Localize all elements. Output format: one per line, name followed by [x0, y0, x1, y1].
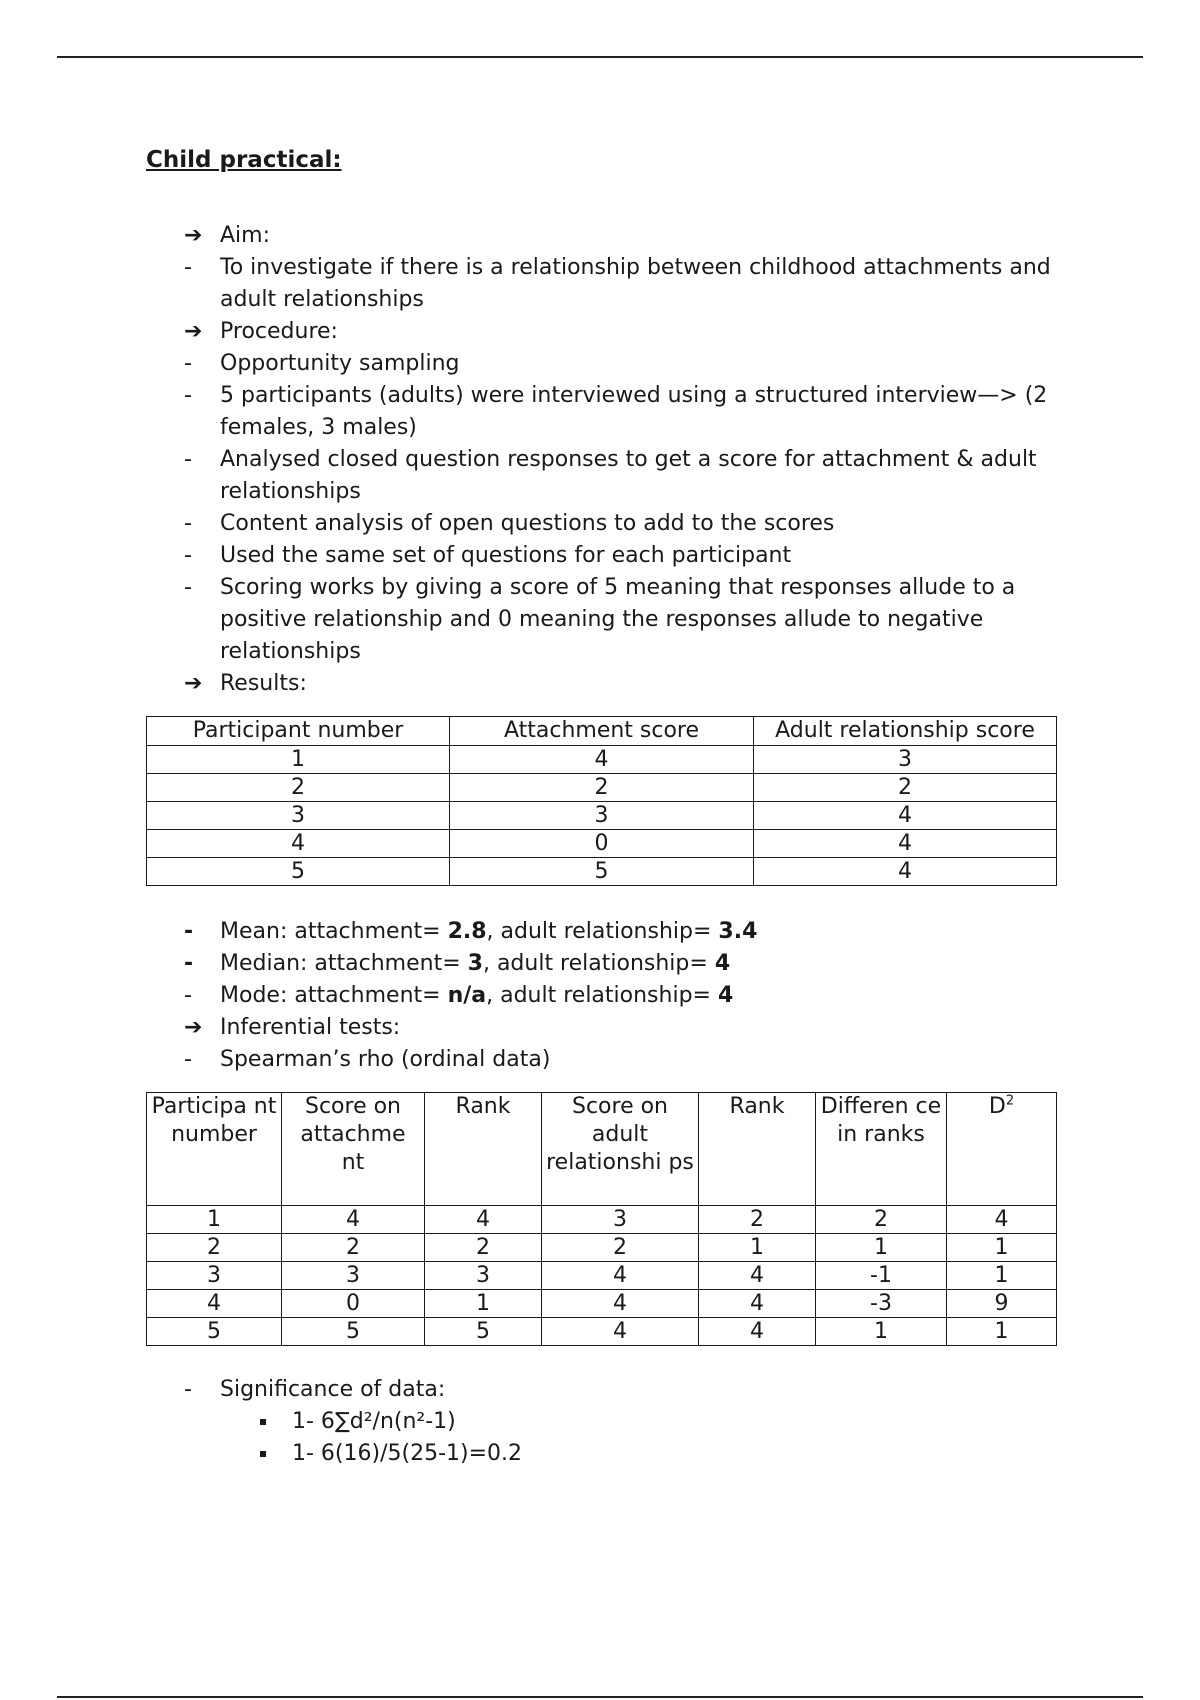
list-item: - Spearman’s rho (ordinal data): [184, 1047, 551, 1072]
list-item: - Scoring works by giving a score of 5 meaning that responses allude to a positive relationship and 0 meaning the responses allude to negative relationships: [184, 575, 1016, 664]
column-header: Attachment score: [450, 717, 754, 746]
list-item: - Significance of data:: [184, 1377, 446, 1402]
aim-list: [146, 252, 1066, 316]
arrow-right-icon: ➔: [184, 671, 203, 696]
procedure-list: [146, 348, 1066, 668]
arrow-right-icon: ➔: [184, 223, 203, 248]
header-rule: [57, 56, 1143, 58]
column-header: Rank: [699, 1093, 816, 1206]
procedure-section: [184, 316, 1066, 348]
inferential-list: [146, 1044, 1066, 1076]
list-item: - To investigate if there is a relationship between childhood attachments and adult relationships: [184, 255, 1051, 312]
inferential-heading: ➔ Inferential tests:: [184, 1012, 1066, 1044]
stats-list: [146, 916, 1066, 1012]
footer-rule: [57, 1696, 1143, 1698]
aim-heading: ➔ Aim:: [184, 220, 1066, 252]
aim-section: [184, 220, 1066, 252]
procedure-heading: ➔ Procedure:: [184, 316, 1066, 348]
formula-list: [146, 1406, 1066, 1470]
spearman-table: [146, 1092, 1057, 1346]
list-item: - 5 participants (adults) were interviewed using a structured interview—> (2 females, 3 males): [184, 383, 1048, 440]
table-row: 5 5 5 4 4 1 1: [147, 1318, 1057, 1346]
table-row: 3 3 4: [147, 802, 1057, 830]
arrow-right-icon: ➔: [184, 319, 203, 344]
table-row: 2 2 2 2 1 1 1: [147, 1234, 1057, 1262]
page-title: Child practical:: [146, 147, 342, 173]
column-header: Adult relationship score: [754, 717, 1057, 746]
list-item: - Analysed closed question responses to get a score for attachment & adult relationships: [184, 447, 1037, 504]
list-item: - Content analysis of open questions to add to the scores: [184, 511, 835, 536]
stat-median: - Median: attachment= 3, adult relationship= 4: [184, 951, 731, 976]
results-section: [184, 668, 1066, 700]
stat-mean: - Mean: attachment= 2.8, adult relationship= 3.4: [184, 919, 758, 944]
list-item: - Used the same set of questions for each participant: [184, 543, 792, 568]
square-bullet-icon: [260, 1419, 266, 1425]
column-header: $D^2$: [947, 1093, 1057, 1206]
column-header: Score on attachme nt: [282, 1093, 425, 1206]
table-row: 1 4 3: [147, 746, 1057, 774]
arrow-right-icon: ➔: [184, 1015, 203, 1040]
column-header: Participant number: [147, 717, 450, 746]
table-row: 4 0 1 4 4 -3 9: [147, 1290, 1057, 1318]
table-row: 1 4 4 3 2 2 4: [147, 1206, 1057, 1234]
column-header: Score on adult relationshi ps: [542, 1093, 699, 1206]
significance-list: [146, 1374, 1066, 1406]
table-row: 3 3 3 4 4 -1 1: [147, 1262, 1057, 1290]
table-header-row: [147, 717, 1057, 746]
column-header: Rank: [425, 1093, 542, 1206]
table-row: 4 0 4: [147, 830, 1057, 858]
stat-mode: - Mode: attachment= n/a, adult relationship= 4: [184, 983, 734, 1008]
results-table: [146, 716, 1057, 886]
formula-item: 1- 6(16)/5(25-1)=0.2: [292, 1438, 1066, 1470]
list-item: - Opportunity sampling: [184, 351, 460, 376]
column-header: Differen ce in ranks: [816, 1093, 947, 1206]
inferential-section: [184, 1012, 1066, 1044]
table-row: 2 2 2: [147, 774, 1057, 802]
table-row: 5 5 4: [147, 858, 1057, 886]
results-heading: ➔ Results:: [184, 668, 1066, 700]
formula-item: 1- 6∑d²/n(n²-1): [292, 1406, 1066, 1438]
table-header-row: [147, 1093, 1057, 1206]
document-page: [146, 140, 1066, 1470]
square-bullet-icon: [260, 1451, 266, 1457]
column-header: Participa nt number: [147, 1093, 282, 1206]
